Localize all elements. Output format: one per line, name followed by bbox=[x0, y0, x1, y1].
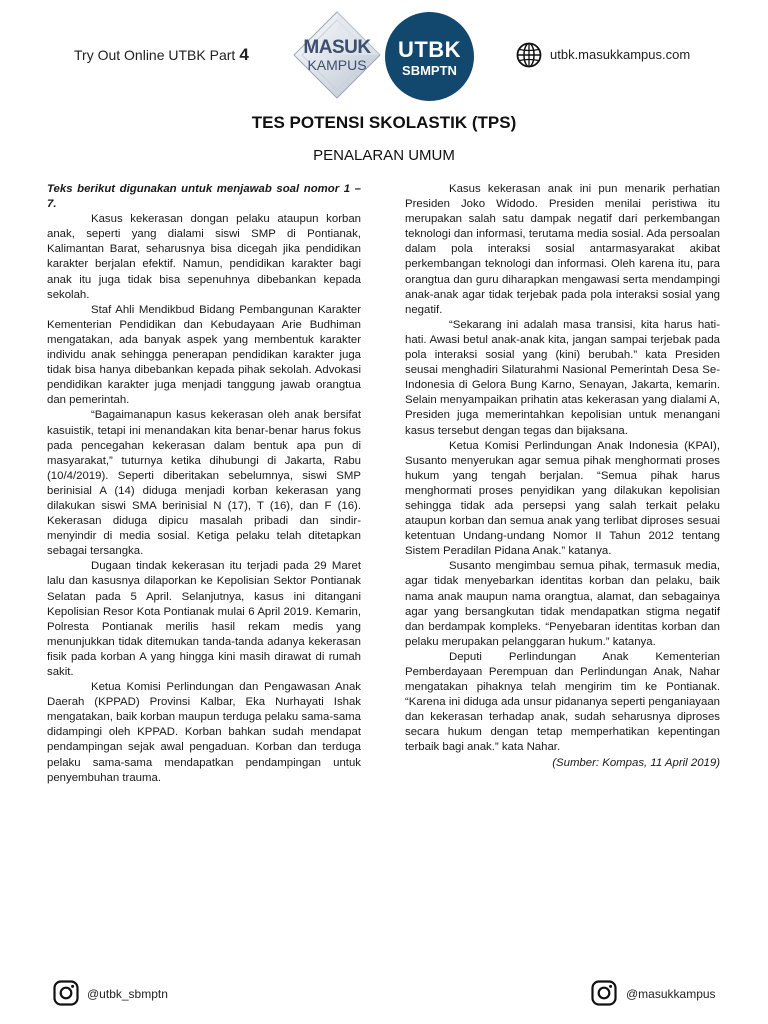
paragraph: Staf Ahli Mendikbud Bidang Pembangunan Karakter Kementerian Pendidikan dan Kebudayaan Arie Budhiman mengatakan, ada banyak aspek yang membentuk karakter individu anak sehingga penerapan pendidikan karakter juga tidak bisa hanya dibebankan kepada pihak sekolah. Advokasi pendidikan karakter juga menjadi tanggung jawab orangtua dan pemerintah. bbox=[47, 303, 361, 407]
masukkampus-logo-bottom: KAMPUS bbox=[307, 57, 367, 73]
paragraph: Ketua Komisi Perlindungan dan Pengawasan Anak Daerah (KPPAD) Provinsi Kalbar, Eka Nurhayati Ishak mengatakan, baik korban maupun terduga pelaku sama-sama didampingi oleh KPPAD. Korban bahkan sudah mendapat pendampingan sejak awal pengaduan. Korban dan terduga pelaku sama-sama mendapatkan pendampingan untuk penyembuhan trauma. bbox=[47, 681, 361, 784]
globe-icon bbox=[516, 42, 542, 68]
source-citation: (Sumber: Kompas, 11 April 2019) bbox=[552, 756, 720, 769]
paragraph: Kasus kekerasan dongan pelaku ataupun korban anak, seperti yang dialami siswi SMP di Pontianak, Kalimantan Barat, seharusnya bisa dicegah jika pendidikan karakter berjalan efektif. Namun, pendidikan karakter bagi anak itu juga tidak bisa sepenuhnya dibebankan kepada sekolah. bbox=[47, 213, 361, 301]
paragraph: Dugaan tindak kekerasan itu terjadi pada 29 Maret lalu dan kasusnya dilaporkan ke Kepolisian Sektor Pontianak Selatan pada 5 April. Selanjutnya, kasus ini ditangani Kepolisian Resor Kota Pontianak mulai 6 April 2019. Kemarin, Polresta Pontianak merilis hasil rekam medis yang menunjukkan tidak ditemukan tanda-tanda adanya kekerasan fisik pada korban A yang hingga kini masih dirawat di rumah sakit. bbox=[47, 560, 361, 678]
tryout-label bbox=[74, 45, 249, 65]
part-number: 4 bbox=[239, 45, 249, 64]
utbk-logo bbox=[385, 12, 474, 101]
utbk-logo-bottom: SBMPTN bbox=[402, 63, 457, 78]
page-subtitle: PENALARAN UMUM bbox=[313, 147, 455, 164]
paragraph: “Bagaimanapun kasus kekerasan oleh anak bersifat kasuistik, tetapi ini menandakan kita benar-benar harus fokus pada pencegahan kekerasan dalam bentuk apa pun di masyarakat,” tuturnya ketika dihubungi di Jakarta, Rabu (10/4/2019). Seperti diberitakan sebelumnya, siswi SMP berinisial A (14) diduga menjadi korban kekerasan yang dilakukan siswi SMA berinisial N (17), T (16), dan F (16). Kekerasan diduga dipicu masalah pribadi dan sindir-menyindir di media sosial. Ketiga pelaku telah ditetapkan sebagai tersangka. bbox=[47, 409, 361, 558]
paragraph: Kasus kekerasan anak ini pun menarik perhatian Presiden Joko Widodo. Presiden menilai peristiwa itu merupakan salah satu dampak negatif dari perkembangan teknologi dan informasi, terutama media sosial. Ada persoalan dalam pola interaksi sosial antarmasyarakat akibat perkembangan teknologi dan informasi. Oleh karena itu, para orangtua dan guru diharapkan mengawasi serta mendampingi anak-anak agar tidak terjebak pada pola interaksi sosial yang negatif. bbox=[405, 183, 720, 316]
instagram-handle-utbk[interactable]: @utbk_sbmptn bbox=[87, 987, 168, 1001]
utbk-logo-top: UTBK bbox=[397, 37, 462, 62]
paragraph: Ketua Komisi Perlindungan Anak Indonesia (KPAI), Susanto menyerukan agar semua pihak menghormati proses hukum yang tengah berjalan. “Semua pihak harus menghormati proses penyidikan yang dilakukan kepolisian sehingga tidak ada persepsi yang salah terkait pelaku ataupun korban dan semua anak yang terlibat diproses sesuai ketentuan Undang-undang Nomor II Tahun 2012 tentang Sistem Peradilan Pidana Anak.” katanya. bbox=[405, 439, 720, 558]
instagram-handle-masukkampus[interactable]: @masukkampus bbox=[626, 987, 716, 1001]
paragraph: Deputi Perlindungan Anak Kementerian Pemberdayaan Perempuan dan Perlindungan Anak, Nahar mengatakan pihaknya telah mengirim tim ke Pontianak. “Karena ini diduga ada unsur pidananya seperti penganiayaan dan kekerasan terhadap anak, sudah seharusnya diproses secara hukum dengan tetap memperhatikan kepentingan terbaik bagi anak.” kata Nahar. bbox=[405, 650, 720, 754]
question-intro: Teks berikut digunakan untuk menjawab soal nomor 1 – 7. bbox=[47, 183, 361, 211]
paragraph: “Sekarang ini adalah masa transisi, kita harus hati-hati. Awasi betul anak-anak kita, jangan sampai terjebak pada pola interaksi sosial yang (kini) berubah.” kata Presiden seusai menghadiri Silaturahmi Nasional Pemerintah Desa Se-Indonesia di Gelora Bung Karno, Senayan, Jakarta, kemarin. Selain menyampaikan prihatin atas kekerasan yang dialami A, Presiden juga memerintahkan kepolisian untuk menangani kasus tersebut dengan tegas dan bijaksana. bbox=[405, 318, 720, 437]
masukkampus-logo bbox=[292, 10, 382, 100]
masukkampus-logo-top: MASUK bbox=[303, 37, 371, 58]
instagram-icon[interactable] bbox=[53, 980, 79, 1006]
instagram-icon[interactable] bbox=[591, 980, 617, 1006]
page-title: TES POTENSI SKOLASTIK (TPS) bbox=[251, 113, 517, 132]
website-url: utbk.masukkampus.com bbox=[550, 47, 691, 62]
paragraph: Susanto mengimbau semua pihak, termasuk media, agar tidak menyebarkan identitas korban dan pelaku, baik nama anak maupun nama orangtua, alamat, dan sebagainya agar yang bersangkutan tidak mendapatkan stigma negatif dan berdampak kompleks. “Penyebaran identitas korban dan pelaku merupakan pelanggaran hukum.” katanya. bbox=[405, 560, 720, 648]
right-text-column bbox=[405, 182, 720, 771]
left-text-column bbox=[47, 182, 361, 786]
tryout-label-text: Try Out Online UTBK Part bbox=[74, 47, 236, 63]
